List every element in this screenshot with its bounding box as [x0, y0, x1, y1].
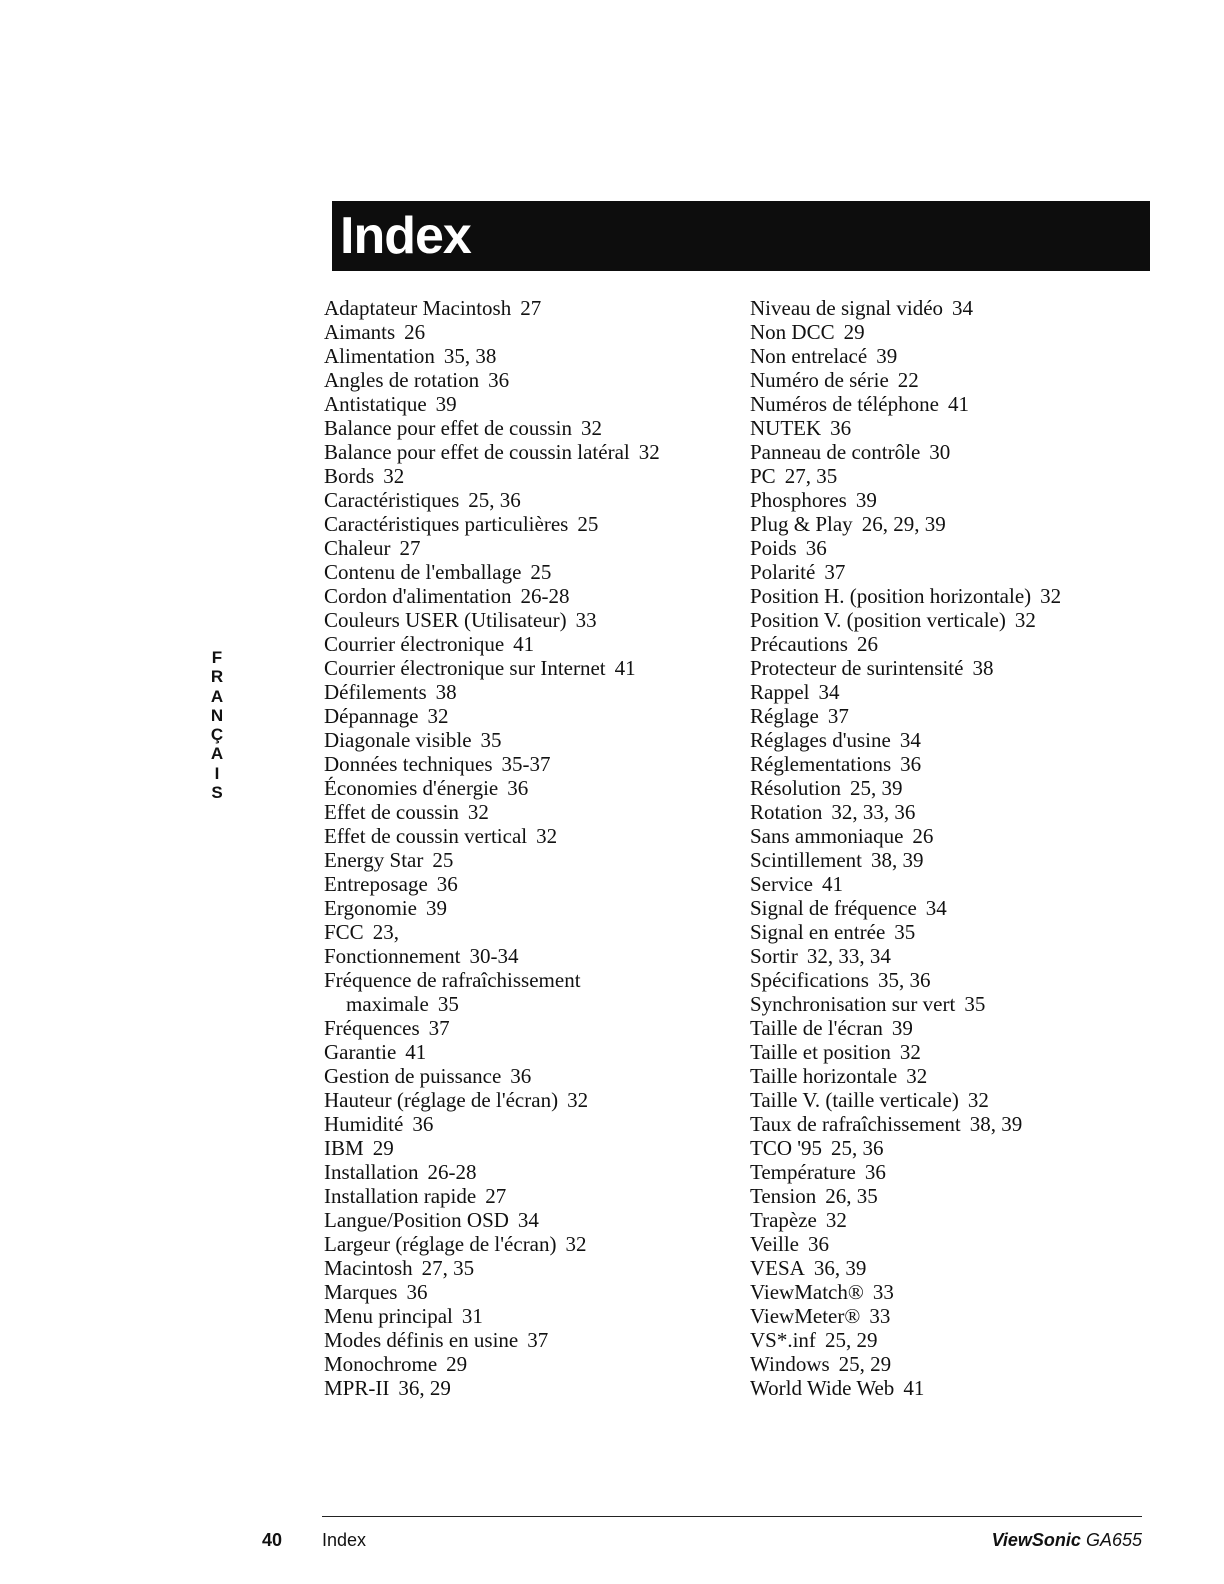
index-entry [324, 1184, 660, 1208]
index-entry [750, 728, 1061, 752]
index-term: Phosphores [750, 488, 847, 512]
index-pages: 34 [517, 1208, 539, 1232]
index-term: Garantie [324, 1040, 397, 1064]
index-pages: 26, 29, 39 [861, 512, 946, 536]
index-term: Angles de rotation [324, 368, 480, 392]
index-pages: 39 [435, 392, 457, 416]
index-term: Entreposage [324, 872, 428, 896]
index-pages: 32 [565, 1232, 587, 1256]
index-pages: 36 [805, 536, 827, 560]
index-pages: 25 [530, 560, 552, 584]
index-pages: 41 [614, 656, 636, 680]
index-term: Réglage [750, 704, 819, 728]
index-entry [750, 392, 1061, 416]
index-entry [750, 704, 1061, 728]
index-entry [750, 1184, 1061, 1208]
index-entry [750, 1232, 1061, 1256]
index-entry [750, 296, 1061, 320]
index-entry [750, 1304, 1061, 1328]
index-term: Cordon d'alimentation [324, 584, 512, 608]
index-pages: 32 [1014, 608, 1036, 632]
index-entry [324, 896, 660, 920]
index-entry [750, 800, 1061, 824]
index-entry [750, 680, 1061, 704]
index-entry [324, 776, 660, 800]
index-term: Taille V. (taille verticale) [750, 1088, 959, 1112]
index-pages: 29 [446, 1352, 468, 1376]
index-term: Scintillement [750, 848, 862, 872]
index-pages: 39 [876, 344, 898, 368]
index-term: NUTEK [750, 416, 822, 440]
index-pages: 26-28 [520, 584, 570, 608]
index-pages: 36 [488, 368, 510, 392]
index-term: Signal en entrée [750, 920, 886, 944]
index-entry [324, 920, 660, 944]
footer-section-label: Index [322, 1530, 367, 1550]
index-entry [750, 632, 1061, 656]
index-term: ViewMeter® [750, 1304, 861, 1328]
index-pages: 37 [428, 1016, 450, 1040]
index-entry [750, 1376, 1061, 1400]
index-entry [324, 872, 660, 896]
index-term: Rotation [750, 800, 823, 824]
index-term: Effet de coussin vertical [324, 824, 528, 848]
index-term: Hauteur (réglage de l'écran) [324, 1088, 559, 1112]
index-entry [750, 344, 1061, 368]
index-entry [324, 1256, 660, 1280]
index-term: Largeur (réglage de l'écran) [324, 1232, 557, 1256]
index-pages: 26, 35 [825, 1184, 878, 1208]
index-term: Antistatique [324, 392, 427, 416]
index-entry [324, 1352, 660, 1376]
index-pages: 25, 29 [824, 1328, 878, 1352]
side-tab-letter: R [210, 667, 224, 687]
side-tab-letter: A [210, 744, 224, 764]
index-pages: 34 [925, 896, 947, 920]
index-entry [324, 800, 660, 824]
index-term: Spécifications [750, 968, 869, 992]
index-term: Taille de l'écran [750, 1016, 883, 1040]
index-term: ViewMatch® [750, 1280, 864, 1304]
index-pages: 35 [894, 920, 916, 944]
footer-product-name [992, 1530, 1142, 1551]
index-entry [324, 1016, 660, 1040]
index-pages: 38 [435, 680, 457, 704]
index-term: Couleurs USER (Utilisateur) [324, 608, 567, 632]
index-term: Windows [750, 1352, 830, 1376]
index-entry [750, 488, 1061, 512]
index-entry [324, 440, 660, 464]
index-entry [324, 1304, 660, 1328]
index-term: Numéros de téléphone [750, 392, 939, 416]
index-term: PC [750, 464, 776, 488]
index-entry [750, 536, 1061, 560]
index-pages: 36, 39 [813, 1256, 867, 1280]
index-term: Balance pour effet de coussin [324, 416, 573, 440]
index-pages: 29 [372, 1136, 394, 1160]
index-pages: 30-34 [469, 944, 519, 968]
index-entry [750, 920, 1061, 944]
index-term: FCC [324, 920, 364, 944]
page-title: Index [340, 207, 471, 265]
index-entry [324, 1136, 660, 1160]
index-term: Plug & Play [750, 512, 853, 536]
index-entry [750, 1352, 1061, 1376]
index-pages: 32 [581, 416, 603, 440]
index-term: Adaptateur Macintosh [324, 296, 512, 320]
index-entry [750, 944, 1061, 968]
index-pages: 29 [843, 320, 865, 344]
index-entry [750, 464, 1061, 488]
index-pages: 36, 29 [398, 1376, 451, 1400]
index-pages: 25, 36 [468, 488, 521, 512]
index-entry [750, 1208, 1061, 1232]
index-entry [750, 320, 1061, 344]
index-entry [750, 848, 1061, 872]
index-term: Non entrelacé [750, 344, 868, 368]
index-term: Taille et position [750, 1040, 891, 1064]
index-term: maximale [346, 992, 429, 1016]
index-entry [324, 824, 660, 848]
index-entry [324, 1112, 660, 1136]
index-entry [324, 464, 660, 488]
index-entry [324, 848, 660, 872]
index-entry [324, 680, 660, 704]
index-pages: 30 [929, 440, 951, 464]
index-term: Bords [324, 464, 375, 488]
index-entry [324, 512, 660, 536]
index-term: Balance pour effet de coussin latéral [324, 440, 630, 464]
index-term: Fonctionnement [324, 944, 461, 968]
index-entry [324, 1232, 660, 1256]
index-term: Position H. (position horizontale) [750, 584, 1032, 608]
index-term: Macintosh [324, 1256, 413, 1280]
index-entry [750, 992, 1061, 1016]
index-entry [750, 824, 1061, 848]
footer-brand: ViewSonic [991, 1530, 1081, 1550]
index-entry [750, 416, 1061, 440]
index-pages: 25 [577, 512, 599, 536]
index-entry [324, 584, 660, 608]
index-term: Non DCC [750, 320, 835, 344]
index-entry [750, 512, 1061, 536]
index-term: Réglementations [750, 752, 892, 776]
index-term: Installation [324, 1160, 419, 1184]
index-pages: 27 [399, 536, 421, 560]
side-tab-letter: I [214, 763, 220, 783]
index-term: Caractéristiques [324, 488, 460, 512]
index-term: Alimentation [324, 344, 435, 368]
index-entry [324, 1376, 660, 1400]
index-pages: 39 [855, 488, 877, 512]
index-pages: 41 [903, 1376, 925, 1400]
index-term: VESA [750, 1256, 805, 1280]
index-term: Taux de rafraîchissement [750, 1112, 961, 1136]
index-entry [324, 608, 660, 632]
index-pages: 35-37 [501, 752, 551, 776]
index-pages: 37 [824, 560, 846, 584]
index-pages: 32 [383, 464, 405, 488]
index-pages: 37 [827, 704, 849, 728]
index-pages: 26 [856, 632, 878, 656]
index-entry [750, 752, 1061, 776]
index-entry [324, 296, 660, 320]
index-term: Signal de fréquence [750, 896, 917, 920]
side-tab-letter: A [210, 686, 224, 706]
index-entry [750, 1064, 1061, 1088]
index-entry [324, 704, 660, 728]
index-term: Courrier électronique [324, 632, 505, 656]
index-term: Sortir [750, 944, 798, 968]
index-pages: 36 [807, 1232, 829, 1256]
index-term: Ergonomie [324, 896, 417, 920]
index-pages: 33 [575, 608, 597, 632]
index-entry [324, 944, 660, 968]
index-term: Réglages d'usine [750, 728, 891, 752]
index-entry [750, 1328, 1061, 1352]
index-pages: 27, 35 [421, 1256, 475, 1280]
index-pages: 38, 39 [870, 848, 924, 872]
index-pages: 32 [467, 800, 489, 824]
index-entry [324, 1064, 660, 1088]
index-term: Fréquences [324, 1016, 420, 1040]
index-pages: 32 [899, 1040, 921, 1064]
index-pages: 36 [436, 872, 458, 896]
index-entry [324, 752, 660, 776]
index-pages: 36 [510, 1064, 532, 1088]
index-entry [324, 1208, 660, 1232]
index-pages: 35 [437, 992, 459, 1016]
index-pages: 34 [899, 728, 921, 752]
index-term: Energy Star [324, 848, 424, 872]
index-entry [750, 776, 1061, 800]
index-pages: 37 [527, 1328, 549, 1352]
side-tab-letter: Ç [210, 725, 224, 745]
index-pages: 33 [872, 1280, 894, 1304]
index-pages: 38 [972, 656, 994, 680]
index-pages: 36 [406, 1280, 428, 1304]
index-pages: 25 [432, 848, 454, 872]
side-tab-letter: N [210, 705, 224, 725]
index-pages: 35, 36 [877, 968, 931, 992]
index-entry [324, 536, 660, 560]
index-term: Sans ammoniaque [750, 824, 904, 848]
index-term: Température [750, 1160, 856, 1184]
index-term: Installation rapide [324, 1184, 477, 1208]
index-pages: 36 [412, 1112, 434, 1136]
index-term: Menu principal [324, 1304, 453, 1328]
index-pages: 33 [869, 1304, 891, 1328]
index-entry [324, 488, 660, 512]
index-pages: 34 [818, 680, 840, 704]
index-pages: 32 [1040, 584, 1062, 608]
index-pages: 32, 33, 36 [831, 800, 916, 824]
index-term: IBM [324, 1136, 364, 1160]
index-pages: 35, 38 [443, 344, 497, 368]
footer-page-number: 40 [262, 1530, 283, 1550]
index-entry [324, 368, 660, 392]
index-pages: 34 [952, 296, 974, 320]
index-term: Trapèze [750, 1208, 817, 1232]
index-entry [324, 416, 660, 440]
index-pages: 41 [821, 872, 843, 896]
index-pages: 41 [405, 1040, 427, 1064]
index-entry [324, 992, 660, 1016]
index-entry [324, 1088, 660, 1112]
index-entry [750, 1280, 1061, 1304]
index-term: TCO '95 [750, 1136, 823, 1160]
index-term: Résolution [750, 776, 842, 800]
index-entry [750, 1040, 1061, 1064]
index-column-left [324, 296, 660, 1400]
index-entry [324, 392, 660, 416]
index-entry [750, 1016, 1061, 1040]
index-term: Rappel [750, 680, 810, 704]
index-term: VS*.inf [750, 1328, 816, 1352]
index-pages: 32 [967, 1088, 989, 1112]
index-term: Polarité [750, 560, 816, 584]
index-pages: 26 [912, 824, 934, 848]
index-term: Caractéristiques particulières [324, 512, 569, 536]
index-pages: 32 [567, 1088, 589, 1112]
index-term: Veille [750, 1232, 799, 1256]
index-pages: 32, 33, 34 [806, 944, 891, 968]
index-term: Marques [324, 1280, 398, 1304]
index-pages: 26-28 [427, 1160, 477, 1184]
index-term: Effet de coussin [324, 800, 459, 824]
title-banner [332, 201, 1150, 271]
index-pages: 32 [906, 1064, 928, 1088]
index-entry [324, 1280, 660, 1304]
index-entry [750, 968, 1061, 992]
index-term: Aimants [324, 320, 396, 344]
index-pages: 23, [372, 920, 399, 944]
index-term: Dépannage [324, 704, 419, 728]
index-entry [750, 1136, 1061, 1160]
index-pages: 26 [404, 320, 426, 344]
index-term: Diagonale visible [324, 728, 472, 752]
index-pages: 41 [947, 392, 969, 416]
index-term: Service [750, 872, 813, 896]
index-term: Précautions [750, 632, 848, 656]
index-pages: 27 [485, 1184, 507, 1208]
index-pages: 32 [638, 440, 660, 464]
index-entry [324, 1160, 660, 1184]
index-term: MPR-II [324, 1376, 390, 1400]
index-term: Humidité [324, 1112, 404, 1136]
index-term: Contenu de l'emballage [324, 560, 522, 584]
index-entry [324, 1328, 660, 1352]
index-entry [750, 608, 1061, 632]
index-term: Gestion de puissance [324, 1064, 502, 1088]
index-pages: 27 [520, 296, 542, 320]
index-entry [324, 656, 660, 680]
index-entry [324, 728, 660, 752]
index-pages: 35 [480, 728, 502, 752]
index-term: Protecteur de surintensité [750, 656, 964, 680]
index-term: Tension [750, 1184, 817, 1208]
index-entry [750, 656, 1061, 680]
index-term: Monochrome [324, 1352, 438, 1376]
footer-model: GA655 [1085, 1530, 1142, 1550]
index-term: Poids [750, 536, 797, 560]
index-entry [324, 320, 660, 344]
index-term: Position V. (position verticale) [750, 608, 1006, 632]
index-entry [750, 896, 1061, 920]
index-term: Chaleur [324, 536, 391, 560]
index-pages: 39 [891, 1016, 913, 1040]
index-entry [750, 1256, 1061, 1280]
index-entry [324, 632, 660, 656]
index-term: World Wide Web [750, 1376, 895, 1400]
index-entry [324, 344, 660, 368]
index-term: Économies d'énergie [324, 776, 499, 800]
index-term: Panneau de contrôle [750, 440, 921, 464]
index-pages: 27, 35 [784, 464, 838, 488]
index-pages: 38, 39 [969, 1112, 1023, 1136]
index-entry [324, 560, 660, 584]
index-entry [750, 1112, 1061, 1136]
index-pages: 36 [830, 416, 852, 440]
index-pages: 32 [536, 824, 558, 848]
index-pages: 22 [897, 368, 919, 392]
index-term: Langue/Position OSD [324, 1208, 509, 1232]
index-entry [750, 584, 1061, 608]
index-term: Courrier électronique sur Internet [324, 656, 606, 680]
index-pages: 39 [425, 896, 447, 920]
index-pages: 36 [507, 776, 529, 800]
index-pages: 35 [964, 992, 986, 1016]
index-pages: 32 [825, 1208, 847, 1232]
index-pages: 25, 39 [850, 776, 903, 800]
language-side-tab [206, 648, 228, 802]
index-pages: 25, 29 [838, 1352, 892, 1376]
index-entry [750, 1088, 1061, 1112]
index-entry [750, 368, 1061, 392]
index-pages: 36 [900, 752, 922, 776]
index-term: Synchronisation sur vert [750, 992, 956, 1016]
index-pages: 31 [461, 1304, 483, 1328]
index-pages: 32 [427, 704, 449, 728]
index-entry [750, 872, 1061, 896]
index-entry [324, 1040, 660, 1064]
index-term: Taille horizontale [750, 1064, 898, 1088]
index-term: Niveau de signal vidéo [750, 296, 944, 320]
index-pages: 36 [864, 1160, 886, 1184]
side-tab-letter: F [211, 648, 223, 667]
index-term: Défilements [324, 680, 427, 704]
index-term: Fréquence de rafraîchissement [324, 968, 581, 992]
footer-divider [322, 1516, 1142, 1517]
index-entry [750, 1160, 1061, 1184]
index-entry [750, 440, 1061, 464]
index-term: Numéro de série [750, 368, 889, 392]
index-term: Données techniques [324, 752, 493, 776]
index-column-right [750, 296, 1061, 1400]
index-pages: 41 [513, 632, 535, 656]
index-pages: 25, 36 [831, 1136, 884, 1160]
index-term: Modes définis en usine [324, 1328, 519, 1352]
side-tab-letter: S [211, 783, 223, 803]
index-entry [324, 968, 660, 992]
index-entry [750, 560, 1061, 584]
